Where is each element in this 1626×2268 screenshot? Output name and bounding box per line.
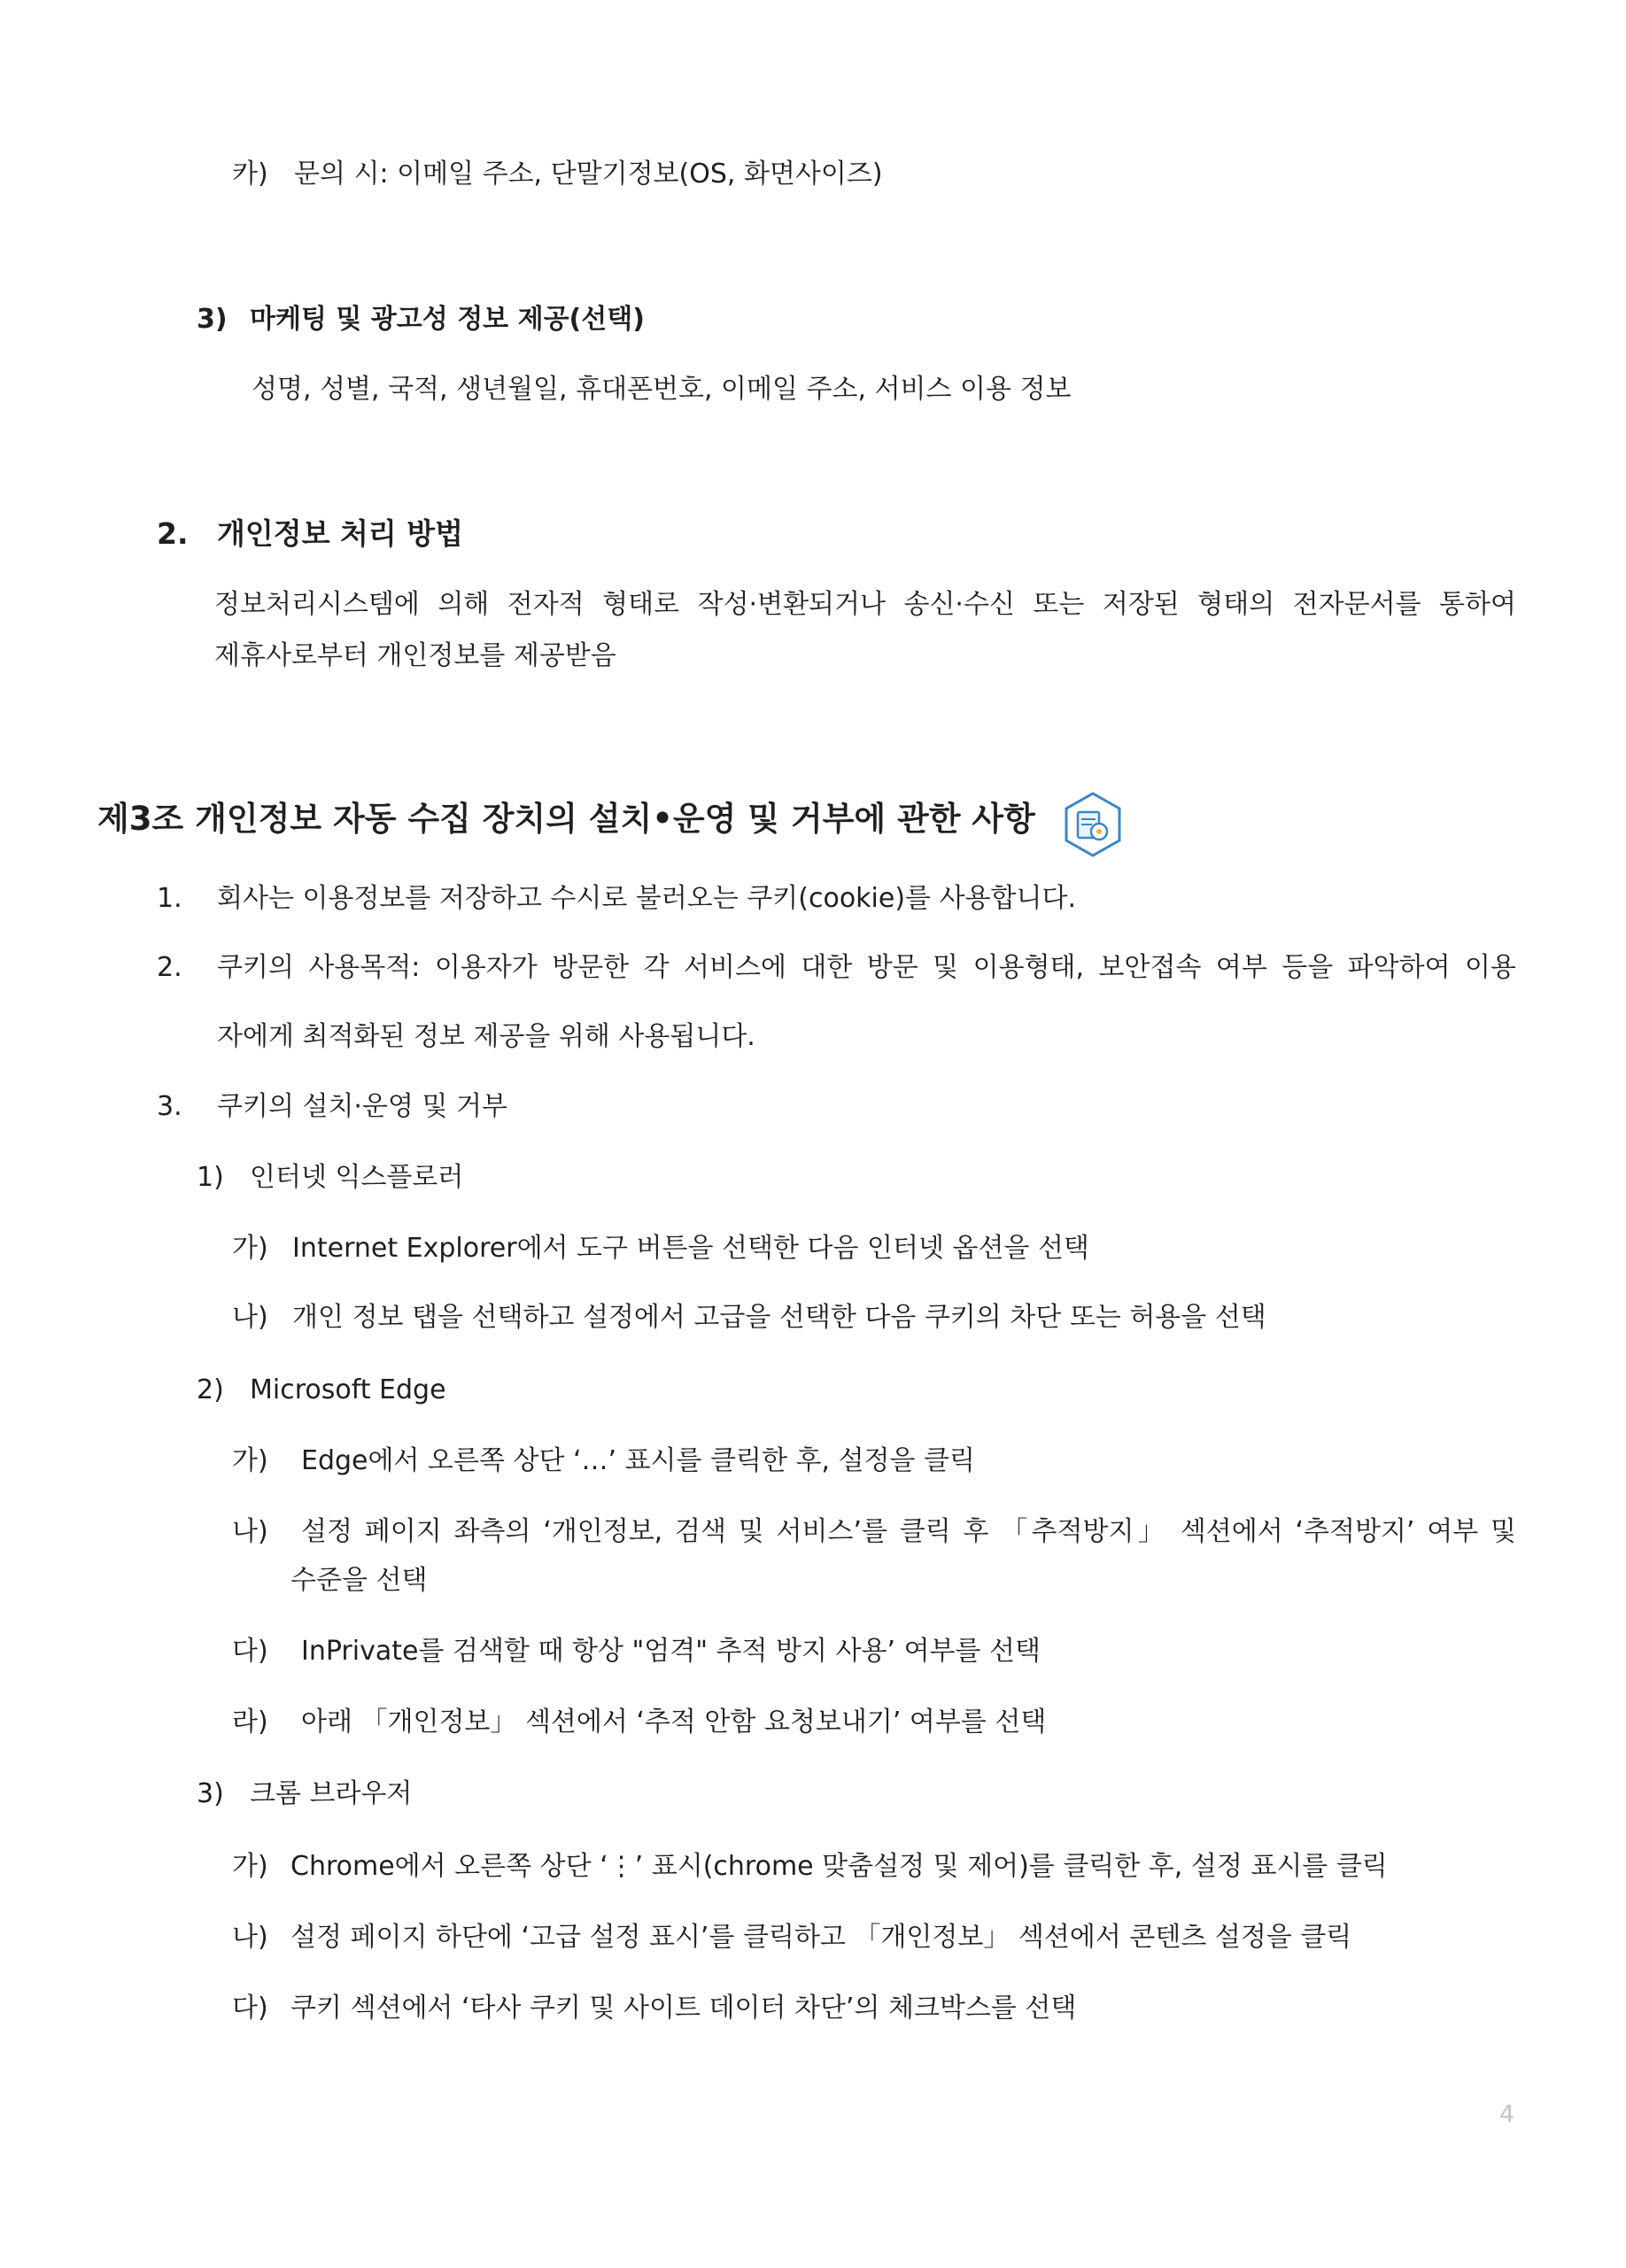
list-marker-ka: 카) bbox=[232, 159, 268, 190]
article-3-title: 제3조 개인정보 자동 수집 장치의 설치•운영 및 거부에 관한 사항 bbox=[97, 800, 1035, 838]
ie-step-ga-text: Internet Explorer에서 도구 버튼을 선택한 다음 인터넷 옵션을 선택 bbox=[292, 1233, 1089, 1264]
chrome-step-na-text: 설정 페이지 하단에 ‘고급 설정 표시’를 클릭하고 「개인정보」 섹션에서 콘텐츠 설정을 클릭 bbox=[290, 1922, 1352, 1953]
item-number-3: 3. bbox=[157, 1091, 182, 1122]
chrome-step-da-marker: 다) bbox=[232, 1993, 268, 2024]
chrome-step-na-marker: 나) bbox=[232, 1922, 268, 1953]
processing-method-line-1: 정보처리시스템에 의해 전자적 형태로 작성·변환되거나 송신·수신 또는 저장된 형태의 전자문서를 통하여 bbox=[214, 589, 1516, 620]
ie-step-na-marker: 나) bbox=[232, 1302, 268, 1333]
browser-number-2: 2) bbox=[197, 1374, 224, 1405]
browser-number-3: 3) bbox=[197, 1778, 224, 1809]
ie-title: 인터넷 익스플로러 bbox=[250, 1162, 464, 1193]
edge-step-da-text: InPrivate를 검색할 때 항상 "엄격" 추적 방지 사용’ 여부를 선택 bbox=[301, 1636, 1041, 1667]
item-number-1: 1. bbox=[157, 883, 182, 914]
edge-step-na-line-1: 설정 페이지 좌측의 ‘개인정보, 검색 및 서비스’를 클릭 후 「추적방지」 섹션에서 ‘추적방지’ 여부 및 bbox=[301, 1516, 1516, 1547]
browser-number-1: 1) bbox=[197, 1162, 224, 1193]
item-number-2: 2. bbox=[157, 952, 182, 983]
processing-method-line-2: 제휴사로부터 개인정보를 제공받음 bbox=[214, 640, 616, 671]
cookie-purpose-line-1: 쿠키의 사용목적: 이용자가 방문한 각 서비스에 대한 방문 및 이용형태, 보안접속 여부 등을 파악하여 이용 bbox=[217, 952, 1516, 983]
chrome-step-ga-text: Chrome에서 오른쪽 상단 ‘⋮’ 표시(chrome 맞춤설정 및 제어)를 클릭한 후, 설정 표시를 클릭 bbox=[290, 1851, 1388, 1882]
subsection-number-3: 3) bbox=[197, 304, 228, 335]
page-number: 4 bbox=[1499, 2101, 1515, 2128]
cookie-settings-icon bbox=[1063, 791, 1123, 858]
chrome-step-da-text: 쿠키 섹션에서 ‘타사 쿠키 및 사이트 데이터 차단’의 체크박스를 선택 bbox=[290, 1993, 1077, 2024]
marketing-info-text: 성명, 성별, 국적, 생년월일, 휴대폰번호, 이메일 주소, 서비스 이용 정보 bbox=[252, 374, 1072, 405]
marketing-subsection-title: 마케팅 및 광고성 정보 제공(선택) bbox=[250, 304, 645, 335]
edge-step-ra-text: 아래 「개인정보」 섹션에서 ‘추적 안함 요청보내기’ 여부를 선택 bbox=[301, 1707, 1047, 1738]
cookie-purpose-line-2: 자에게 최적화된 정보 제공을 위해 사용됩니다. bbox=[217, 1021, 755, 1052]
edge-step-ga-marker: 가) bbox=[232, 1445, 268, 1476]
chrome-step-ga-marker: 가) bbox=[232, 1851, 268, 1882]
cookie-usage-text: 회사는 이용정보를 저장하고 수시로 불러오는 쿠키(cookie)를 사용합니다. bbox=[217, 883, 1076, 914]
edge-step-na-marker: 나) bbox=[232, 1516, 268, 1547]
ie-step-na-text: 개인 정보 탭을 선택하고 설정에서 고급을 선택한 다음 쿠키의 차단 또는 허용을 선택 bbox=[292, 1302, 1266, 1333]
section-title-processing-method: 개인정보 처리 방법 bbox=[217, 516, 464, 551]
section-number-2: 2. bbox=[157, 516, 189, 551]
edge-step-na-line-2: 수준을 선택 bbox=[290, 1565, 428, 1596]
edge-step-da-marker: 다) bbox=[232, 1636, 268, 1667]
edge-title: Microsoft Edge bbox=[250, 1374, 446, 1405]
cookie-settings-title: 쿠키의 설치·운영 및 거부 bbox=[217, 1091, 507, 1122]
edge-step-ra-marker: 라) bbox=[232, 1707, 268, 1738]
inquiry-info-text: 문의 시: 이메일 주소, 단말기정보(OS, 화면사이즈) bbox=[294, 159, 883, 190]
edge-step-ga-text: Edge에서 오른쪽 상단 ‘…’ 표시를 클릭한 후, 설정을 클릭 bbox=[301, 1445, 976, 1476]
ie-step-ga-marker: 가) bbox=[232, 1233, 268, 1264]
chrome-title: 크롬 브라우저 bbox=[250, 1778, 413, 1809]
